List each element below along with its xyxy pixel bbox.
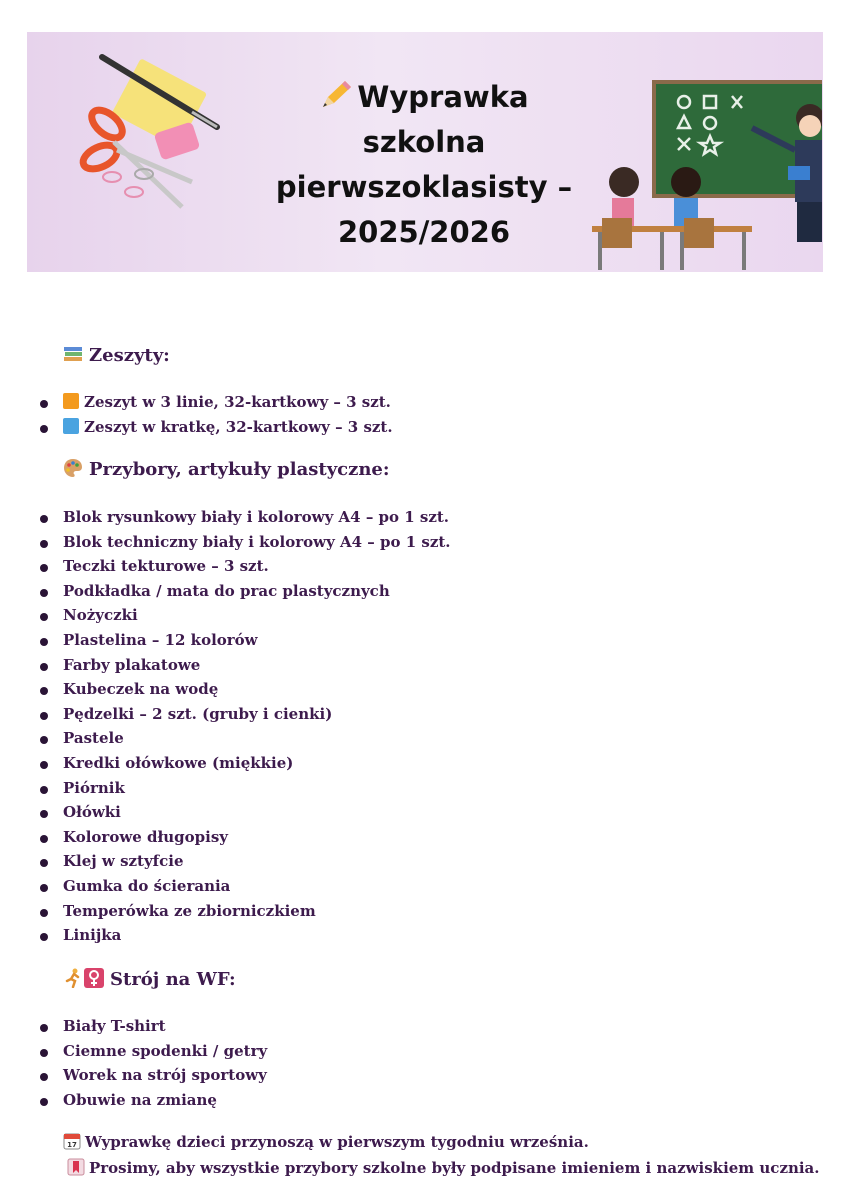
list-item: Temperówka ze zbiorniczkiem [0,899,451,924]
list-item-text: Zeszyt w 3 linie, 32-kartkowy – 3 szt. [84,393,391,411]
section-title-wf-text: Strój na WF: [110,969,236,990]
list-item [0,415,393,440]
list-item: Teczki tekturowe – 3 szt. [0,554,451,579]
pencil-icon [319,79,353,111]
list-item: Blok rysunkowy biały i kolorowy A4 – po 1 szt. [0,505,451,530]
section-title-przybory-text: Przybory, artykuły plastyczne: [89,459,390,480]
list-item: Linijka [0,923,451,948]
svg-text:17: 17 [67,1141,77,1149]
list-item [0,390,393,415]
list-item: Biały T-shirt [0,1014,267,1039]
list-item: Obuwie na zmianę [0,1088,267,1113]
section-title-przybory [63,458,390,480]
title-line-2: szkolna [362,125,486,159]
list-item: Gumka do ścierania [0,874,451,899]
list-item: Pastele [0,726,451,751]
note-labels [67,1158,820,1177]
runner-icon [63,968,83,988]
title-line-3: pierwszoklasisty – [275,170,573,204]
note-labels-text: Prosimy, aby wszystkie przybory szkolne były podpisane imieniem i nazwiskiem ucznia. [89,1159,820,1177]
list-item: Kredki ołówkowe (miękkie) [0,751,451,776]
list-item: Klej w sztyfcie [0,849,451,874]
list-item: Farby plakatowe [0,653,451,678]
list-item: Ołówki [0,800,451,825]
title-line-4: 2025/2026 [337,215,511,249]
page-title [263,75,585,255]
list-item: Piórnik [0,776,451,801]
school-supplies-illustration [52,52,222,227]
przybory-list [0,505,451,948]
note-delivery [63,1132,589,1151]
section-title-wf [63,968,236,990]
palette-icon [63,458,83,478]
female-sign-icon [84,968,104,988]
section-title-zeszyty-text: Zeszyty: [89,345,170,366]
wf-list [0,1014,267,1112]
list-item: Kolorowe długopisy [0,825,451,850]
list-item: Blok techniczny biały i kolorowy A4 – po 1 szt. [0,530,451,555]
calendar-icon [63,1132,81,1150]
orange-square-icon [63,393,79,409]
zeszyty-list [0,390,393,439]
list-item-text: Zeszyt w kratkę, 32-kartkowy – 3 szt. [84,417,393,436]
list-item: Podkładka / mata do prac plastycznych [0,579,451,604]
section-title-zeszyty [63,344,170,366]
list-item: Nożyczki [0,603,451,628]
classroom-illustration [592,78,822,272]
bookmark-icon [67,1158,85,1176]
list-item: Pędzelki – 2 szt. (gruby i cienki) [0,702,451,727]
title-line-1: Wyprawka [357,80,529,114]
header-banner [27,32,823,272]
blue-square-icon [63,418,79,434]
note-delivery-text: Wyprawkę dzieci przynoszą w pierwszym tygodniu września. [85,1133,589,1151]
books-icon [63,344,83,364]
list-item: Kubeczek na wodę [0,677,451,702]
list-item: Worek na strój sportowy [0,1063,267,1088]
list-item: Plastelina – 12 kolorów [0,628,451,653]
list-item: Ciemne spodenki / getry [0,1039,267,1064]
